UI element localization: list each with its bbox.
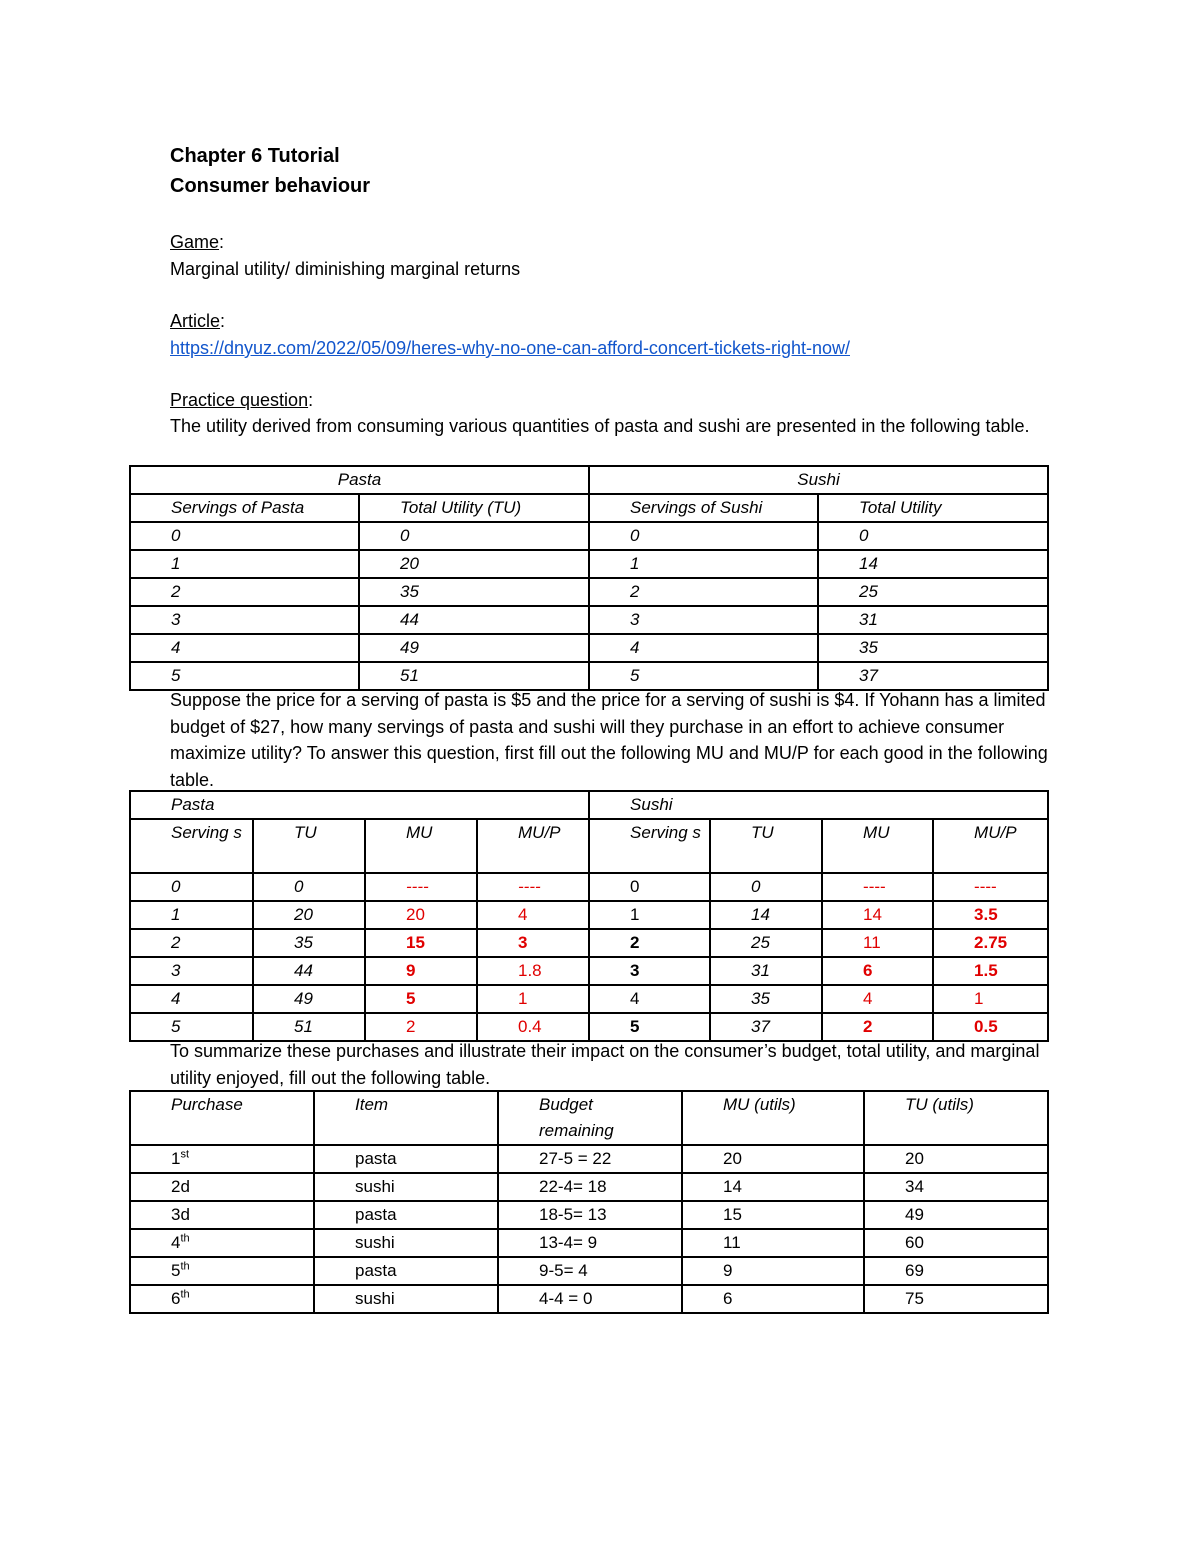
table-cell: 0: [359, 522, 589, 550]
table-cell: 5: [130, 1013, 253, 1041]
sushi-group-header: Sushi: [589, 466, 1048, 494]
table-cell: 4: [589, 985, 710, 1013]
table-cell: 20: [359, 550, 589, 578]
table-cell: 4: [477, 901, 589, 929]
table-cell: 35: [710, 985, 822, 1013]
table-row: [130, 1285, 1048, 1313]
column-header: Total Utility: [818, 494, 1048, 522]
table-cell: 3: [589, 606, 818, 634]
game-heading: Game:: [170, 232, 225, 252]
table-row: [130, 550, 1048, 578]
pasta-group-header: Pasta: [130, 466, 589, 494]
table-cell: 2: [822, 1013, 933, 1041]
table-cell: 14: [822, 901, 933, 929]
article-heading: Article:: [170, 311, 226, 331]
table-cell: 4: [589, 634, 818, 662]
table-cell: 6: [822, 957, 933, 985]
mu-table: [129, 790, 1049, 1042]
table-cell: 9: [365, 957, 477, 985]
purchase-table: [129, 1090, 1049, 1314]
article-link[interactable]: https://dnyuz.com/2022/05/09/heres-why-no-one-can-afford-concert-tickets-right-now/: [170, 338, 850, 358]
practice-heading: Practice question:: [170, 390, 314, 410]
chapter-title: Chapter 6 Tutorial: [170, 145, 340, 167]
table-cell: 9-5= 4: [498, 1257, 682, 1285]
column-header: Budget remaining: [498, 1091, 682, 1145]
purchase-ordinal: 3d: [130, 1201, 314, 1229]
table-cell: 1: [933, 985, 1048, 1013]
table-cell: 20: [682, 1145, 864, 1173]
column-header: Servings of Pasta: [130, 494, 359, 522]
practice-intro: The utility derived from consuming various quantities of pasta and sushi are presented in the following table.: [170, 416, 1030, 436]
pasta-group-header: Pasta: [130, 791, 589, 819]
table-cell: ----: [822, 873, 933, 901]
sushi-group-header: Sushi: [589, 791, 1048, 819]
table-cell: 35: [818, 634, 1048, 662]
table-cell: 5: [589, 662, 818, 690]
table-cell: 49: [864, 1201, 1048, 1229]
table-cell: 0.4: [477, 1013, 589, 1041]
table-cell: 5: [589, 1013, 710, 1041]
table-cell: 0: [253, 873, 365, 901]
table-cell: 0: [589, 873, 710, 901]
column-header: Serving s: [130, 819, 253, 873]
table-cell: 2.75: [933, 929, 1048, 957]
utility-table: [129, 465, 1049, 691]
table-cell: 1: [589, 901, 710, 929]
table-cell: 4: [130, 985, 253, 1013]
purchase-ordinal: 4th: [130, 1229, 314, 1257]
table-cell: 2: [130, 929, 253, 957]
table-row: [130, 929, 1048, 957]
summary-text: To summarize these purchases and illustrate their impact on the consumer’s budget, total utility, and marginal utility enjoyed, fill out the following table.: [170, 1041, 1040, 1088]
purchase-ordinal: 1st: [130, 1145, 314, 1173]
table-row: [130, 1229, 1048, 1257]
table-cell: sushi: [314, 1229, 498, 1257]
table-cell: pasta: [314, 1257, 498, 1285]
table-cell: 0: [818, 522, 1048, 550]
column-header: TU (utils): [864, 1091, 1048, 1145]
table-cell: ----: [365, 873, 477, 901]
table-cell: 1: [130, 901, 253, 929]
table-cell: 6: [682, 1285, 864, 1313]
table-cell: 35: [359, 578, 589, 606]
table-cell: 4: [822, 985, 933, 1013]
table-row: [130, 578, 1048, 606]
table-cell: 2: [589, 578, 818, 606]
table-cell: 2: [365, 1013, 477, 1041]
table-row: [130, 1201, 1048, 1229]
column-header: MU: [822, 819, 933, 873]
table-cell: 14: [818, 550, 1048, 578]
column-header: MU/P: [933, 819, 1048, 873]
table-row: [130, 873, 1048, 901]
table-row: [130, 1145, 1048, 1173]
chapter-subtitle: Consumer behaviour: [170, 175, 371, 197]
purchase-ordinal: 2d: [130, 1173, 314, 1201]
table-cell: ----: [933, 873, 1048, 901]
table-row: [130, 522, 1048, 550]
column-header: Item: [314, 1091, 498, 1145]
table-cell: 0.5: [933, 1013, 1048, 1041]
table-cell: pasta: [314, 1145, 498, 1173]
table-cell: 1: [477, 985, 589, 1013]
table-cell: 27-5 = 22: [498, 1145, 682, 1173]
table-cell: 49: [359, 634, 589, 662]
table-cell: ----: [477, 873, 589, 901]
table-cell: 3.5: [933, 901, 1048, 929]
table-cell: pasta: [314, 1201, 498, 1229]
table-cell: sushi: [314, 1285, 498, 1313]
table-cell: 69: [864, 1257, 1048, 1285]
table-cell: 20: [365, 901, 477, 929]
column-header: MU: [365, 819, 477, 873]
column-header: MU (utils): [682, 1091, 864, 1145]
table-cell: 5: [130, 662, 359, 690]
table-cell: 15: [365, 929, 477, 957]
column-header: TU: [710, 819, 822, 873]
table-cell: 14: [682, 1173, 864, 1201]
purchase-ordinal: 6th: [130, 1285, 314, 1313]
table-row: [130, 901, 1048, 929]
table-cell: 37: [818, 662, 1048, 690]
column-header: MU/P: [477, 819, 589, 873]
column-header: Servings of Sushi: [589, 494, 818, 522]
column-header: TU: [253, 819, 365, 873]
table-row: [130, 606, 1048, 634]
table-row: [130, 1013, 1048, 1041]
table-cell: 4: [130, 634, 359, 662]
table-cell: 4-4 = 0: [498, 1285, 682, 1313]
table-cell: 13-4= 9: [498, 1229, 682, 1257]
table-row: [130, 957, 1048, 985]
table-cell: 1: [589, 550, 818, 578]
table-cell: 1.5: [933, 957, 1048, 985]
table-cell: 0: [130, 873, 253, 901]
purchase-ordinal: 5th: [130, 1257, 314, 1285]
table-row: [130, 634, 1048, 662]
table-cell: 25: [818, 578, 1048, 606]
table-cell: 37: [710, 1013, 822, 1041]
table-row: [130, 662, 1048, 690]
table-cell: 49: [253, 985, 365, 1013]
table-cell: 1.8: [477, 957, 589, 985]
table-cell: 3: [589, 957, 710, 985]
table-cell: 20: [253, 901, 365, 929]
table-cell: 20: [864, 1145, 1048, 1173]
column-header: Purchase: [130, 1091, 314, 1145]
table-cell: 3: [130, 606, 359, 634]
table-cell: 1: [130, 550, 359, 578]
table-cell: 75: [864, 1285, 1048, 1313]
table-cell: 44: [253, 957, 365, 985]
column-header: Total Utility (TU): [359, 494, 589, 522]
table-cell: 31: [818, 606, 1048, 634]
table-cell: 0: [589, 522, 818, 550]
table-cell: 14: [710, 901, 822, 929]
table-cell: 2: [130, 578, 359, 606]
table-row: [130, 1173, 1048, 1201]
table-cell: 2: [589, 929, 710, 957]
table-cell: sushi: [314, 1173, 498, 1201]
table-cell: 3: [477, 929, 589, 957]
table-row: [130, 985, 1048, 1013]
table-cell: 15: [682, 1201, 864, 1229]
table-cell: 11: [682, 1229, 864, 1257]
practice-question: Suppose the price for a serving of pasta is $5 and the price for a serving of sushi is $4. If Yohann has a limited budget of $27, how many servings of pasta and sushi will they purchase in an effort to achieve consumer maximize utility? To answer this question, first fill out the following MU and MU/P for each good in the following table.: [170, 690, 1048, 790]
column-header: Serving s: [589, 819, 710, 873]
table-cell: 0: [710, 873, 822, 901]
table-row: [130, 1257, 1048, 1285]
table-cell: 44: [359, 606, 589, 634]
table-cell: 25: [710, 929, 822, 957]
table-cell: 0: [130, 522, 359, 550]
table-cell: 22-4= 18: [498, 1173, 682, 1201]
table-cell: 51: [359, 662, 589, 690]
table-cell: 11: [822, 929, 933, 957]
table-cell: 18-5= 13: [498, 1201, 682, 1229]
table-cell: 5: [365, 985, 477, 1013]
table-cell: 9: [682, 1257, 864, 1285]
table-cell: 3: [130, 957, 253, 985]
table-cell: 60: [864, 1229, 1048, 1257]
table-cell: 31: [710, 957, 822, 985]
table-cell: 51: [253, 1013, 365, 1041]
table-cell: 35: [253, 929, 365, 957]
game-text: Marginal utility/ diminishing marginal returns: [170, 259, 521, 279]
table-cell: 34: [864, 1173, 1048, 1201]
